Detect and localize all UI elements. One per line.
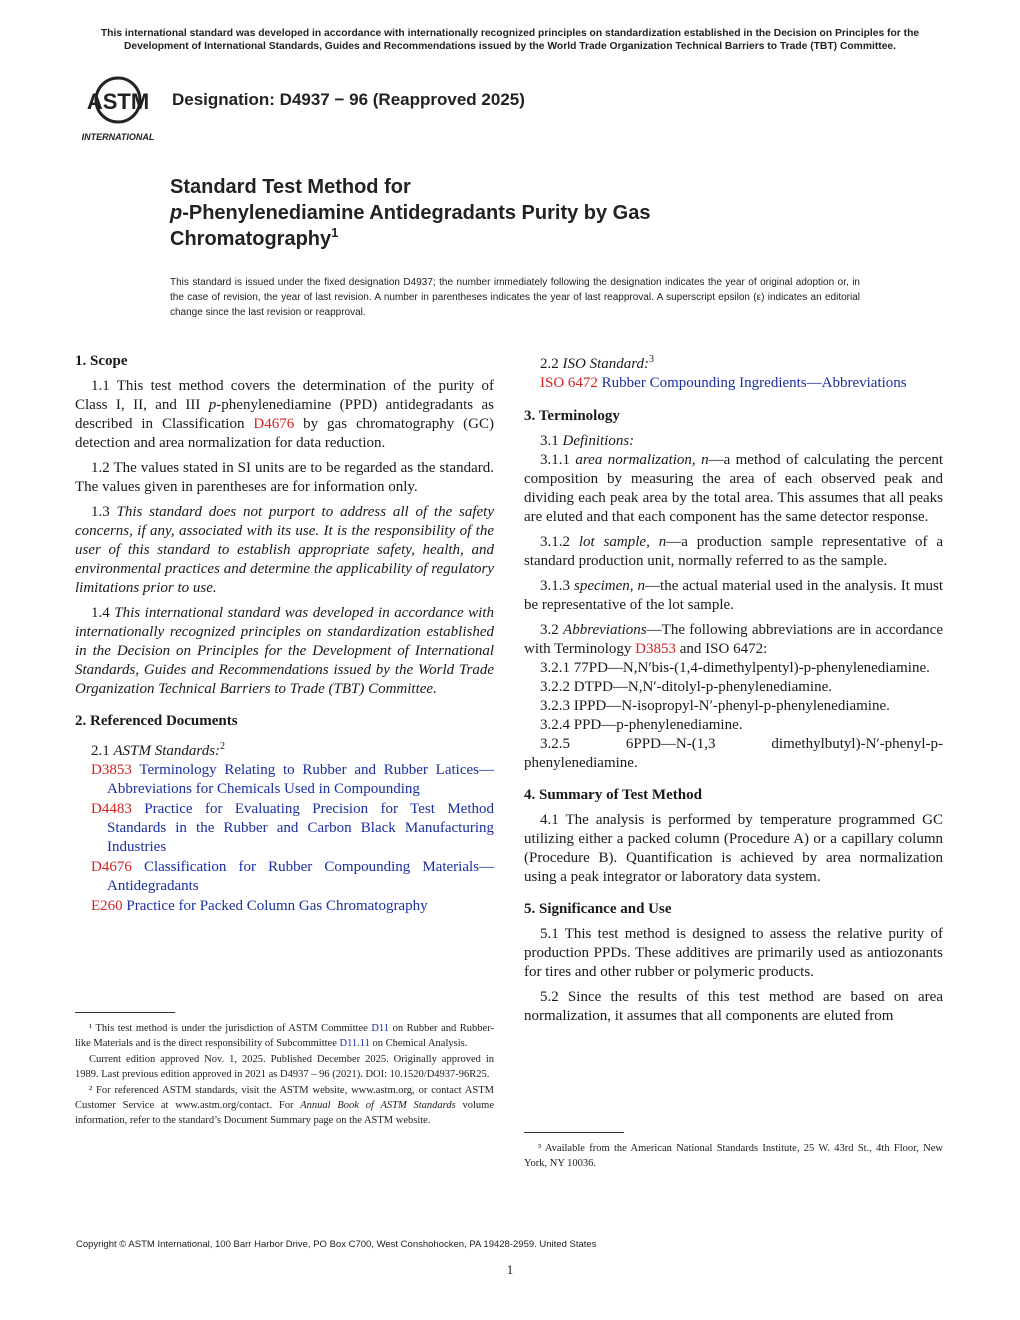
ref-d3853[interactable]: D3853 Terminology Relating to Rubber and Rubber Latices—Abbreviations for Chemicals Used in Compounding xyxy=(91,762,494,797)
footnote-2: ² For referenced ASTM standards, visit the ASTM website, www.astm.org, or contact ASTM Customer Service at www.astm.org/contact. For Annual Book of ASTM Standards volume information, refer to the standard’s Document Summary page on the ASTM website. xyxy=(75,1085,494,1126)
abbr-ppd: 3.2.4 PPD—p-phenylenediamine. xyxy=(540,717,743,733)
abbr-6ppd: 3.2.5 6PPD—N-(1,3 dimethylbutyl)-N′-phenyl-p-phenylenediamine. xyxy=(524,736,943,771)
abbr-77pd: 3.2.1 77PD—N,N′bis-(1,4-dimethylpentyl)-p-phenylenediamine. xyxy=(540,660,930,676)
ref-e260[interactable]: E260 Practice for Packed Column Gas Chromatography xyxy=(91,898,428,914)
designation: Designation: D4937 − 96 (Reapproved 2025) xyxy=(172,90,525,109)
ref-d4483[interactable]: D4483 Practice for Evaluating Precision for Test Method Standards in the Rubber and Carbon Black Manufacturing Industries xyxy=(91,801,494,855)
link-d11-11[interactable]: D11.11 xyxy=(339,1038,370,1049)
para-1-3: 1.3 This standard does not purport to address all of the safety concerns, if any, associated with its use. It is the responsibility of the user of this standard to establish appropriate safety, health, and environmental practices and determine the applicability of regulatory limitations prior to use. xyxy=(75,504,495,596)
astm-logo-icon xyxy=(74,76,162,144)
para-1-1: 1.1 This test method covers the determination of the purity of Class I, II, and III p-phenylenediamine (PPD) antidegradants as described in Classification D4676 by gas chromatography (GC) detection and area normalization for data reduction. xyxy=(75,378,495,451)
right-column xyxy=(524,350,943,1032)
footnotes-left xyxy=(75,1021,494,1129)
top-notice: This international standard was developed in accordance with internationally recognized principles on standardization established in the Decision on Principles for the Development of International Standards, Guides and Recommendations issued by the World Trade Organization Technical Barriers to Trade (TBT) Committee. xyxy=(100,28,920,52)
page-title xyxy=(170,174,810,252)
link-d4676[interactable]: D4676 xyxy=(253,416,295,432)
abbr-ippd: 3.2.3 IPPD—N-isopropyl-N′-phenyl-p-phenylenediamine. xyxy=(540,698,890,714)
copyright: Copyright © ASTM International, 100 Barr Harbor Drive, PO Box C700, West Conshohocken, PA 19428-2959. United States xyxy=(76,1239,597,1250)
title-line-2: p-Phenylenediamine Antidegradants Purity by Gas xyxy=(170,202,651,224)
footnotes-right xyxy=(524,1141,943,1172)
astm-logo xyxy=(74,76,162,144)
title-footnote-mark[interactable]: 1 xyxy=(331,225,339,240)
section-2-heading: 2. Referenced Documents xyxy=(75,713,238,729)
footnote-1: ¹ This test method is under the jurisdiction of ASTM Committee D11 on Rubber and Rubber-like Materials and is the direct responsibility of Subcommittee D11.11 on Chemical Analysis. xyxy=(75,1023,494,1049)
issued-note: This standard is issued under the fixed designation D4937; the number immediately following the designation indicates the year of original adoption or, in the case of revision, the year of last revision. A number in parentheses indicates the year of last reapproval. A superscript epsilon (ε) indicates an editorial change since the last revision or reapproval. xyxy=(170,277,860,318)
para-5-1: 5.1 This test method is designed to assess the relative purity of production PPDs. These additives are primarily used as antiozonants for tires and other rubber or polymeric products. xyxy=(524,926,943,980)
para-3-1-3: 3.1.3 specimen, n—the actual material used in the analysis. It must be representative of the lot sample. xyxy=(524,578,944,613)
para-3-2: 3.2 Abbreviations—The following abbreviations are in accordance with Terminology D3853 and ISO 6472: xyxy=(524,622,943,657)
section-5-heading: 5. Significance and Use xyxy=(524,901,672,917)
ref-d4676[interactable]: D4676 Classification for Rubber Compounding Materials—Antidegradants xyxy=(91,859,494,894)
page-number: 1 xyxy=(506,1262,514,1277)
para-3-1: 3.1 Definitions: xyxy=(540,433,635,449)
para-4-1: 4.1 The analysis is performed by temperature programmed GC utilizing either a packed column (Procedure A) or a capillary column (Procedure B). Quantification is achieved by area normalization using a peak integrator or laboratory data system. xyxy=(524,812,943,885)
para-5-2: 5.2 Since the results of this test method are based on area normalization, it assumes that all components are eluted from xyxy=(524,989,943,1024)
section-1-heading: 1. Scope xyxy=(75,353,128,369)
para-3-1-1: 3.1.1 area normalization, n—a method of calculating the percent composition by measuring the area of each observed peak and dividing each peak area by the total area. This assumes that all peaks are eluted and that each component has the same detector response. xyxy=(524,452,943,525)
section-4-heading: 4. Summary of Test Method xyxy=(524,787,702,803)
footnote-3: ³ Available from the American National Standards Institute, 25 W. 43rd St., 4th Floor, New York, NY 10036. xyxy=(524,1143,943,1169)
footnote-rule-left xyxy=(75,1012,175,1013)
footnote-1-edition: Current edition approved Nov. 1, 2025. Published December 2025. Originally approved in 1989. Last previous edition approved in 2021 as D4937 – 96 (2021). DOI: 10.1520/D4937-96R25. xyxy=(75,1054,494,1080)
section-3-heading: 3. Terminology xyxy=(524,408,620,424)
para-2-1: 2.1 ASTM Standards:$^2$ xyxy=(91,741,226,759)
para-1-4: 1.4 This international standard was developed in accordance with internationally recognized principles on standardization established in the Decision on Principles for the Development of International Standards, Guides and Recommendations issued by the World Trade Organization Technical Barriers to Trade (TBT) Committee. xyxy=(75,605,494,697)
title-line-3: Chromatography$^1$ xyxy=(170,225,339,250)
link-d11[interactable]: D11 xyxy=(371,1023,390,1034)
logo-letters: ASTM xyxy=(86,89,150,114)
para-1-2: 1.2 The values stated in SI units are to be regarded as the standard. The values given in parentheses are for information only. xyxy=(75,460,494,495)
abbr-dtpd: 3.2.2 DTPD—N,N′-ditolyl-p-phenylenediamine. xyxy=(540,679,832,695)
ref-iso-6472[interactable]: ISO 6472 Rubber Compounding Ingredients—Abbreviations xyxy=(540,375,907,391)
left-column xyxy=(75,352,494,917)
logo-org: INTERNATIONAL xyxy=(81,132,155,142)
para-3-1-2: 3.1.2 lot sample, n—a production sample representative of a standard production unit, normally referred to as the sample. xyxy=(524,534,943,569)
link-d3853[interactable]: D3853 xyxy=(635,641,677,657)
title-line-1: Standard Test Method for xyxy=(170,176,411,198)
para-2-2: 2.2 ISO Standard:$^3$ xyxy=(540,354,655,372)
footnote-rule-right xyxy=(524,1132,624,1133)
